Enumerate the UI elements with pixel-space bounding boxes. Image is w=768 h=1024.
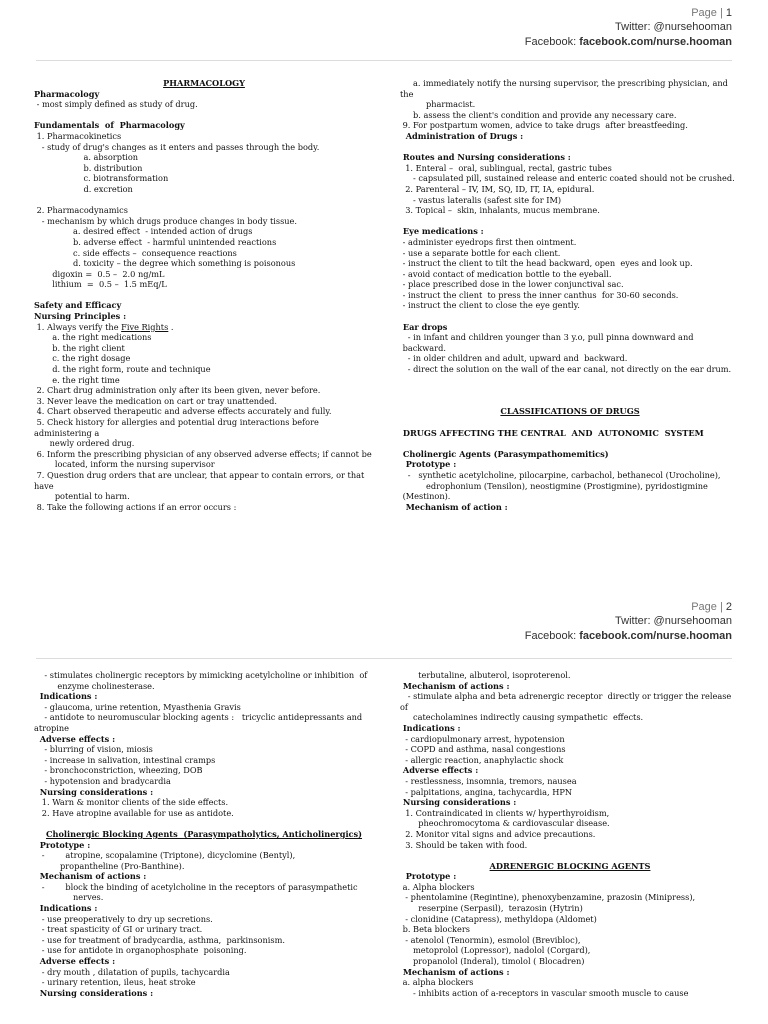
text-line: potential to harm. bbox=[34, 491, 130, 502]
text-line: atropine bbox=[34, 722, 69, 733]
blank-line bbox=[400, 142, 740, 153]
text-line: digoxin = 0.5 – 2.0 ng/mL bbox=[34, 268, 165, 279]
text-line: - atenolol (Tenormin), esmolol (Brevibloc), bbox=[400, 934, 581, 945]
text-line: - stimulates cholinergic receptors by mimicking acetylcholine or inhibition of bbox=[34, 670, 368, 680]
text-line: Indications : bbox=[34, 691, 98, 702]
text-line: - cardiopulmonary arrest, hypotension bbox=[400, 733, 565, 744]
text-line: 2. Chart drug administration only after its been given, never before. bbox=[34, 385, 321, 396]
text-line: d. the right form, route and technique bbox=[34, 364, 211, 375]
blank-line bbox=[34, 110, 374, 121]
text-line: Mechanism of action : bbox=[400, 501, 508, 512]
text-line: - block the binding of acetylcholine in the receptors of parasympathetic bbox=[34, 881, 358, 892]
text-line: - most simply defined as study of drug. bbox=[34, 99, 198, 110]
text-line: lithium = 0.5 – 1.5 mEq/L bbox=[34, 279, 167, 290]
text-line: - atropine, scopalamine (Triptone), dicyclomine (Bentyl), bbox=[34, 850, 296, 861]
text-line: Mechanism of actions : bbox=[34, 871, 147, 882]
twitter-handle: Twitter: @nursehooman bbox=[615, 615, 732, 627]
text-line: 2. Pharmacodynamics bbox=[34, 205, 128, 216]
blank-line bbox=[400, 438, 740, 449]
blank-line bbox=[400, 311, 740, 322]
page-header bbox=[525, 6, 732, 50]
blank-line bbox=[400, 396, 740, 407]
text-line: - restlessness, insomnia, tremors, nausea bbox=[400, 775, 577, 786]
page-header bbox=[525, 600, 732, 644]
left-column bbox=[34, 78, 374, 512]
five-rights-emphasis: Five Rights bbox=[121, 321, 169, 332]
blank-line bbox=[400, 385, 740, 396]
text-line: 3. Topical – skin, inhalants, mucus membrane. bbox=[400, 205, 600, 216]
text-line: - use for antidote in organophosphate poisoning. bbox=[34, 945, 247, 956]
text-line: - stimulate alpha and beta adrenergic receptor directly or trigger the release bbox=[400, 691, 732, 702]
text-line: - vastus lateralis (safest site for IM) bbox=[400, 194, 562, 205]
text-line: 2. Have atropine available for use as antidote. bbox=[34, 807, 234, 818]
text-line: backward. bbox=[400, 342, 446, 353]
text-line: 1. Pharmacokinetics bbox=[34, 130, 122, 141]
text-line: catecholamines indirectly causing sympathetic effects. bbox=[400, 712, 644, 723]
right-column bbox=[400, 670, 740, 998]
text-line: - study of drug's changes as it enters and passes through the body. bbox=[34, 141, 320, 152]
blank-line bbox=[34, 290, 374, 301]
text-line: c. the right dosage bbox=[34, 353, 131, 364]
text-line: nerves. bbox=[34, 892, 104, 903]
text-line: Eye medications : bbox=[400, 226, 484, 237]
text-line: 5. Check history for allergies and potential drug interactions before bbox=[34, 417, 319, 427]
text-line: propanolol (Inderal), timolol ( Blocadren) bbox=[400, 956, 585, 967]
text-line: - use a separate bottle for each client. bbox=[400, 247, 561, 258]
text-line: a. absorption bbox=[34, 152, 139, 163]
text-line: - treat spasticity of GI or urinary tract. bbox=[34, 924, 203, 935]
text-line: PHARMACOLOGY bbox=[163, 78, 245, 88]
text-line: a. desired effect - intended action of drugs bbox=[34, 226, 253, 237]
text-line: - phentolamine (Regintine), phenoxybenzamine, prazosin (Minipress), bbox=[400, 892, 696, 903]
text-line: Administration of Drugs : bbox=[400, 130, 524, 141]
text-line: - urinary retention, ileus, heat stroke bbox=[34, 977, 196, 988]
text-line: Nursing considerations : bbox=[34, 987, 154, 998]
text-line: e. the right time bbox=[34, 374, 120, 385]
text-line: 8. Take the following actions if an error occurs : bbox=[34, 501, 237, 512]
text-line: Cholinergic Blocking Agents (Parasympatholytics, Anticholinergics) bbox=[45, 828, 363, 839]
text-line: - hypotension and bradycardia bbox=[34, 775, 171, 786]
text-line: Ear drops bbox=[400, 321, 448, 332]
blank-line bbox=[34, 195, 374, 206]
text-line: Nursing considerations : bbox=[400, 797, 517, 808]
text-line: - mechanism by which drugs produce changes in body tissue. bbox=[34, 215, 297, 226]
blank-line bbox=[400, 216, 740, 227]
text-line: of bbox=[400, 701, 408, 712]
text-line: Safety and Efficacy bbox=[34, 300, 122, 311]
text-line: - direct the solution on the wall of the ear canal, not directly on the ear drum. bbox=[400, 364, 732, 375]
text-line: - bronchoconstriction, wheezing, DOB bbox=[34, 765, 203, 776]
text-line: b. Beta blockers bbox=[400, 924, 470, 935]
text-line: - blurring of vision, miosis bbox=[34, 744, 153, 755]
text-line: Fundamentals of Pharmacology bbox=[34, 120, 185, 131]
text-line: - use preoperatively to dry up secretions. bbox=[34, 913, 213, 924]
text-line: metoprolol (Lopressor), nadolol (Corgard), bbox=[400, 945, 591, 956]
facebook-link[interactable]: Facebook: facebook.com/nurse.hooman bbox=[524, 630, 732, 642]
text-line: 1. Warn & monitor clients of the side effects. bbox=[34, 797, 229, 808]
text-line: - allergic reaction, anaphylactic shock bbox=[400, 754, 564, 765]
text-line: administering a bbox=[34, 427, 100, 438]
text-line: ADRENERGIC BLOCKING AGENTS bbox=[489, 860, 651, 871]
text-line: - instruct the client to press the inner canthus for 30-60 seconds. bbox=[400, 289, 679, 300]
text-line: - synthetic acetylcholine, pilocarpine, carbachol, bethanecol (Urocholine), bbox=[400, 469, 721, 480]
text-line: - capsulated pill, sustained release and enteric coated should not be crushed. bbox=[400, 173, 735, 184]
text-line: a. Alpha blockers bbox=[400, 881, 475, 892]
text-line: 7. Question drug orders that are unclear, that appear to contain errors, or that bbox=[34, 469, 365, 480]
text-line: DRUGS AFFECTING THE CENTRAL AND AUTONOMIC SYSTEM bbox=[400, 427, 704, 438]
text-line: Nursing considerations : bbox=[34, 786, 154, 797]
blank-line bbox=[400, 417, 740, 428]
text-line: Indications : bbox=[400, 722, 461, 733]
text-line: enzyme cholinesterase. bbox=[34, 680, 155, 691]
document-page-2 bbox=[0, 512, 768, 1024]
text-line: - in older children and adult, upward and backward. bbox=[400, 353, 628, 364]
text-line: - inhibits action of a-receptors in vascular smooth muscle to cause bbox=[400, 987, 689, 998]
text-line: Adverse effects : bbox=[34, 733, 116, 744]
header-divider bbox=[36, 658, 732, 659]
text-line: 1. Contraindicated in clients w/ hyperthyroidism, bbox=[400, 807, 610, 818]
text-line: Mechanism of actions : bbox=[400, 680, 510, 691]
text-line: 4. Chart observed therapeutic and adverse effects accurately and fully. bbox=[34, 406, 332, 417]
text-line: edrophonium (Tensilon), neostigmine (Prostigmine), pyridostigmine bbox=[400, 480, 708, 491]
text-line: Prototype : bbox=[34, 839, 91, 850]
text-line: - COPD and asthma, nasal congestions bbox=[400, 744, 566, 755]
text-line: propantheline (Pro-Banthine). bbox=[34, 860, 185, 871]
text-line: a. immediately notify the nursing supervisor, the prescribing physician, and bbox=[400, 78, 728, 88]
left-column bbox=[34, 670, 374, 998]
text-line: - dry mouth , dilatation of pupils, tachycardia bbox=[34, 966, 230, 977]
blank-line bbox=[400, 375, 740, 386]
text-line: a. the right medications bbox=[34, 332, 152, 343]
text-line: pharmacist. bbox=[400, 99, 476, 110]
header-divider bbox=[36, 60, 732, 61]
text-line: 6. Inform the prescribing physician of any observed adverse effects; if cannot be bbox=[34, 448, 372, 459]
text-line: - antidote to neuromuscular blocking agents : tricyclic antidepressants and bbox=[34, 712, 363, 723]
text-line: Adverse effects : bbox=[400, 765, 479, 776]
page-number: Page | 1 bbox=[691, 7, 732, 19]
text-line: (Mestinon). bbox=[400, 491, 451, 502]
text-line: newly ordered drug. bbox=[34, 438, 135, 449]
text-line: b. the right client bbox=[34, 342, 125, 353]
text-line: Prototype : bbox=[400, 459, 457, 470]
text-line: Adverse effects : bbox=[34, 956, 116, 967]
text-line: - glaucoma, urine retention, Myasthenia Gravis bbox=[34, 701, 241, 712]
text-line: 1. Enteral – oral, sublingual, rectal, gastric tubes bbox=[400, 162, 612, 173]
text-line: Nursing Principles : bbox=[34, 311, 127, 322]
text-line: Prototype : bbox=[400, 871, 457, 882]
text-line: Routes and Nursing considerations : bbox=[400, 152, 571, 163]
facebook-link[interactable]: Facebook: facebook.com/nurse.hooman bbox=[524, 36, 732, 48]
twitter-handle: Twitter: @nursehooman bbox=[615, 21, 732, 33]
text-line: - clonidine (Catapress), methyldopa (Aldomet) bbox=[400, 913, 597, 924]
text-line: - place prescribed dose in the lower conjunctival sac. bbox=[400, 279, 624, 290]
text-line: the bbox=[400, 88, 414, 99]
text-line: terbutaline, albuterol, isoproterenol. bbox=[400, 670, 571, 680]
text-line: - avoid contact of medication bottle to the eyeball. bbox=[400, 268, 612, 279]
blank-line bbox=[400, 850, 740, 861]
text-line: located, inform the nursing supervisor bbox=[34, 459, 215, 470]
text-line: c. biotransformation bbox=[34, 173, 169, 184]
text-line: - increase in salivation, intestinal cramps bbox=[34, 754, 216, 765]
text-line: Indications : bbox=[34, 903, 98, 914]
text-line: c. side effects – consequence reactions bbox=[34, 247, 237, 258]
text-line: 9. For postpartum women, advice to take drugs after breastfeeding. bbox=[400, 120, 688, 131]
text-line: - palpitations, angina, tachycardia, HPN bbox=[400, 786, 573, 797]
text-line: 2. Monitor vital signs and advice precautions. bbox=[400, 828, 596, 839]
text-line: b. distribution bbox=[34, 162, 143, 173]
text-line: - use for treatment of bradycardia, asthma, parkinsonism. bbox=[34, 934, 285, 945]
page-number: Page | 2 bbox=[691, 601, 732, 613]
right-column bbox=[400, 78, 740, 512]
text-line: Cholinergic Agents (Parasympathomemitics) bbox=[400, 448, 609, 459]
text-line: Pharmacology bbox=[34, 88, 100, 99]
text-line: a. alpha blockers bbox=[400, 977, 474, 988]
text-line: 3. Should be taken with food. bbox=[400, 839, 528, 850]
text-line: b. adverse effect - harmful unintended reactions bbox=[34, 236, 277, 247]
text-line: pheochromocytoma & cardiovascular disease. bbox=[400, 818, 610, 829]
blank-line bbox=[34, 818, 374, 829]
text-line: - administer eyedrops first then ointment. bbox=[400, 236, 577, 247]
text-line: - instruct the client to close the eye gently. bbox=[400, 300, 580, 311]
text-line: - in infant and children younger than 3 y.o, pull pinna downward and bbox=[400, 332, 694, 343]
text-line: CLASSIFICATIONS OF DRUGS bbox=[500, 406, 640, 417]
text-line: 1. Always verify the Five Rights . bbox=[34, 321, 174, 332]
text-line: d. toxicity – the degree which something is poisonous bbox=[34, 258, 296, 269]
text-line: reserpine (Serpasil), terazosin (Hytrin) bbox=[400, 903, 583, 914]
text-line: d. excretion bbox=[34, 183, 133, 194]
text-line: Mechanism of actions : bbox=[400, 966, 510, 977]
text-line: b. assess the client's condition and provide any necessary care. bbox=[400, 109, 677, 120]
text-line: 3. Never leave the medication on cart or tray unattended. bbox=[34, 395, 277, 406]
text-line: have bbox=[34, 480, 54, 491]
text-line: 2. Parenteral – IV, IM, SQ, ID, IT, IA, epidural. bbox=[400, 183, 595, 194]
text-line: - instruct the client to tilt the head backward, open eyes and look up. bbox=[400, 258, 693, 269]
